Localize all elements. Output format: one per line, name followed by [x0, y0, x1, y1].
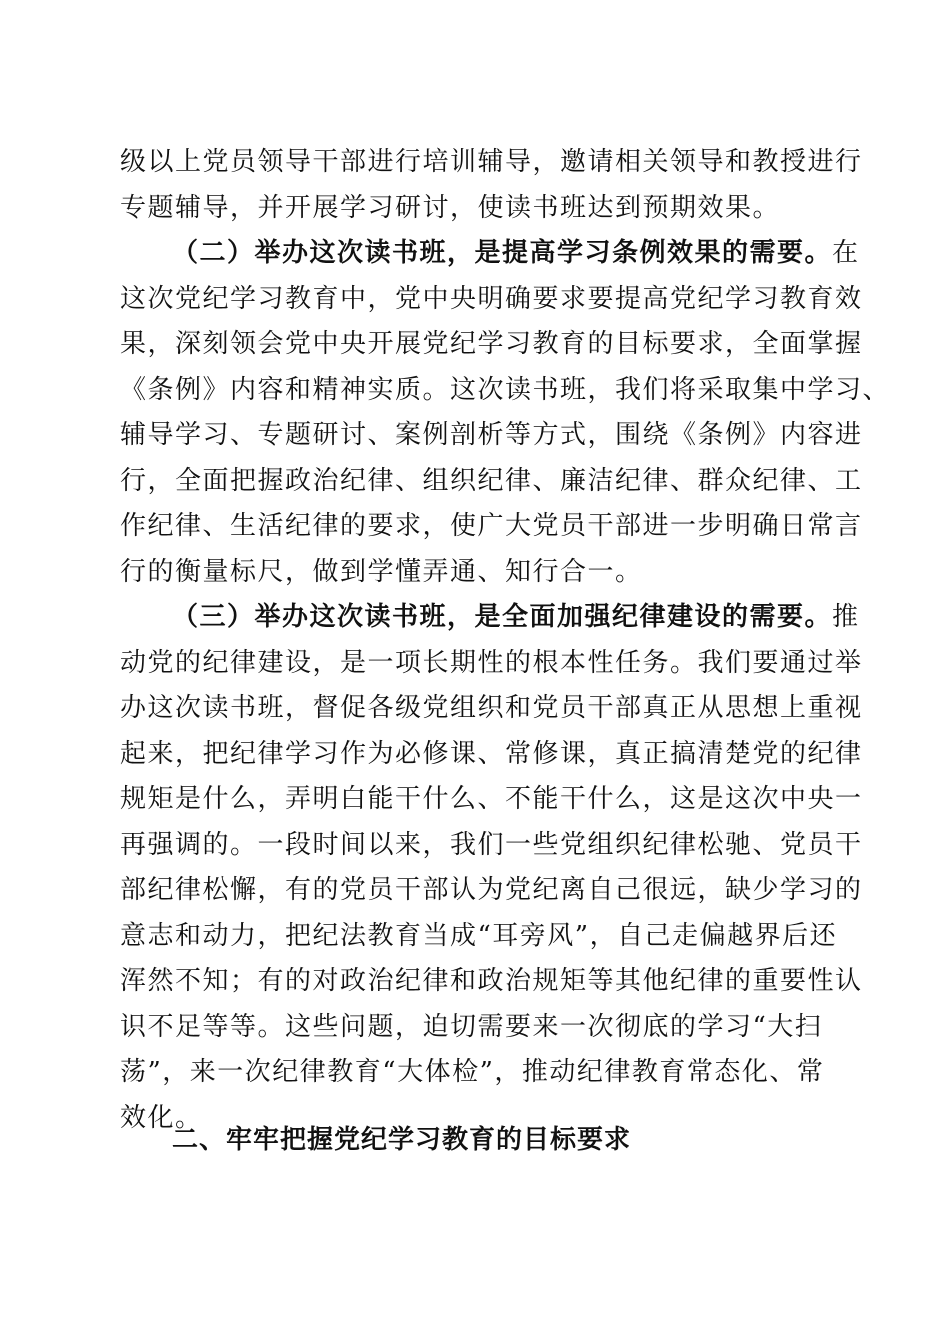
paragraph-intro: [120, 140, 863, 231]
paragraph-line: 作纪律、生活纪律的要求，使广大党员干部进一步明确日常言: [120, 511, 863, 541]
paragraph-line: 动党的纪律建设，是一项长期性的根本性任务。我们要通过举: [120, 647, 863, 678]
paragraph-lead-bold: （二）举办这次读书班，是提高学习条例效果的需要。: [172, 238, 833, 268]
paragraph-two: [120, 231, 891, 595]
paragraph-lead-rest: 在: [832, 238, 860, 268]
paragraph-lead-bold: （三）举办这次读书班，是全面加强纪律建设的需要。: [172, 602, 833, 632]
paragraph-line: 意志和动力，把纪法教育当成“耳旁风”，自己走偏越界后还: [120, 920, 838, 951]
paragraph-line: 专题辅导，并开展学习研讨，使读书班达到预期效果。: [120, 192, 781, 223]
paragraph-line: 办这次读书班，督促各级党组织和党员干部真正从思想上重视: [120, 693, 863, 723]
paragraph-line: 效化。: [120, 1102, 203, 1133]
paragraph-lead-rest: 推: [832, 602, 860, 632]
paragraph-line: 《条例》内容和精神实质。这次读书班，我们将采取集中学习、: [120, 374, 891, 405]
body-text: [120, 140, 891, 1141]
paragraph-line: 果，深刻领会党中央开展党纪学习教育的目标要求，全面掌握: [120, 329, 863, 359]
paragraph-line: 部纪律松懈，有的党员干部认为党纪离自己很远，缺少学习的: [120, 875, 863, 905]
paragraph-line: 荡”，来一次纪律教育“大体检”，推动纪律教育常态化、常: [120, 1057, 825, 1087]
paragraph-line: 起来，把纪律学习作为必修课、常修课，真正搞清楚党的纪律: [120, 738, 863, 769]
paragraph-three: [120, 595, 863, 1141]
paragraph-line: 行的衡量标尺，做到学懂弄通、知行合一。: [120, 556, 643, 587]
paragraph-first-line: [120, 231, 860, 277]
paragraph-line: 规矩是什么，弄明白能干什么、不能干什么，这是这次中央一: [120, 784, 863, 814]
paragraph-line: 识不足等等。这些问题，迫切需要来一次彻底的学习“大扫: [120, 1011, 823, 1042]
paragraph-line: 再强调的。一段时间以来，我们一些党组织纪律松驰、党员干: [120, 829, 863, 860]
paragraph-line: 辅导学习、专题研讨、案例剖析等方式，围绕《条例》内容进: [120, 420, 863, 450]
paragraph-line: 浑然不知；有的对政治纪律和政治规矩等其他纪律的重要性认: [120, 966, 863, 996]
paragraph-line: 行，全面把握政治纪律、组织纪律、廉洁纪律、群众纪律、工: [120, 465, 863, 496]
paragraph-line: 级以上党员领导干部进行培训辅导，邀请相关领导和教授进行: [120, 147, 863, 177]
paragraph-line: 这次党纪学习教育中，党中央明确要求要提高党纪学习教育效: [120, 283, 863, 314]
section-heading: 二、牢牢把握党纪学习教育的目标要求: [172, 1125, 632, 1155]
paragraph-first-line: [120, 595, 860, 641]
